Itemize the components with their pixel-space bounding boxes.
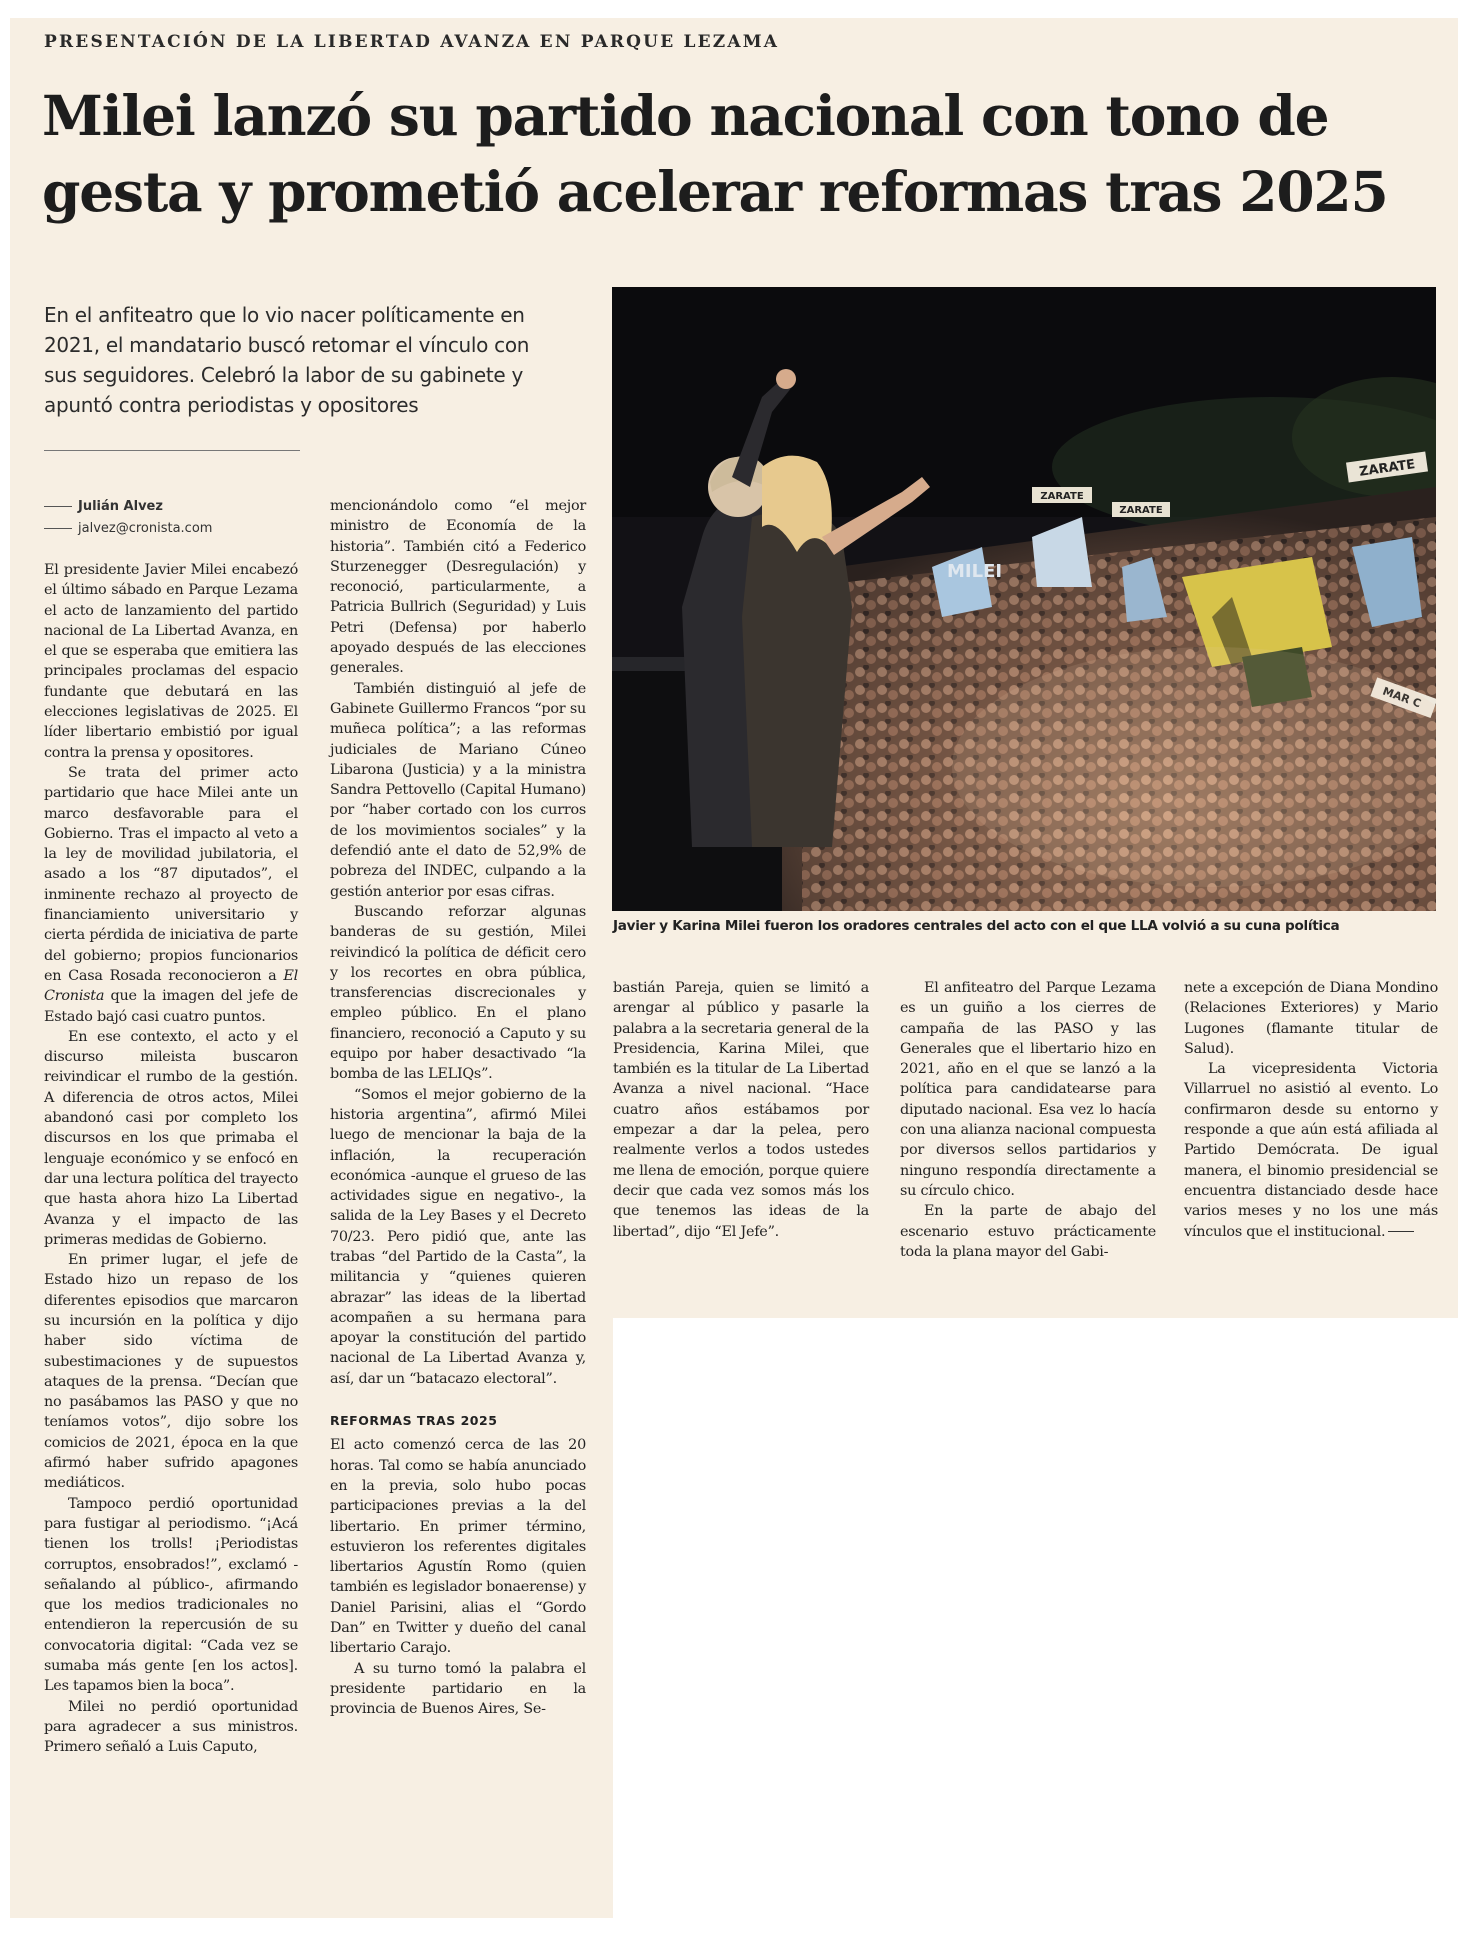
paragraph: En la parte de abajo del escenario estuvo prácticamente toda la plana mayor del Gabi-: [900, 1203, 1156, 1260]
lead-paragraph: [44, 300, 604, 420]
paragraph: A su turno tomó la palabra el presidente partidario en la provincia de Buenos Aires, Se-: [330, 1660, 586, 1718]
article-column-3: [613, 978, 869, 1242]
paragraph: El presidente Javier Milei encabezó el último sábado en Parque Lezama el acto de lanzamiento del partido nacional de La Libertad Avanza, en el que se esperaba que emitiera las principales proclamas del espacio fundante que debutará en las elecciones legislativas de 2025. El líder libertario embistió por igual contra la prensa y opositores.: [44, 562, 298, 761]
paragraph: En primer lugar, el jefe de Estado hizo un repaso de los diferentes episodios que marcaron su incursión en la política y dijo haber sido víctima de subestimaciones y de supuestos ataques de la prensa. “Decían que no pasábamos las PASO y que no teníamos votos”, dijo sobre los comicios de 2021, época en la que afirmó haber sufrido apagones mediáticos.: [44, 1252, 298, 1492]
paragraph: Buscando reforzar algunas banderas de su gestión, Milei reivindicó la política de déficit cero y los recortes en obra pública, transferencias discrecionales y empleo público. En el plano financiero, reconoció a Caputo y su equipo por haber desactivado “la bomba de las LELIQs”.: [330, 903, 586, 1083]
empty-page-area: [613, 1318, 1472, 1938]
article-column-1: [44, 560, 298, 1758]
subheading: REFORMAS TRAS 2025: [330, 1413, 498, 1429]
section-kicker: PRESENTACIÓN DE LA LIBERTAD AVANZA EN PARQUE LEZAMA: [44, 32, 780, 52]
article-end-mark: [1388, 1231, 1414, 1232]
byline-dash: [44, 528, 72, 529]
paragraph: El anfiteatro del Parque Lezama es un guiño a los cierres de campaña de las PASO y las Generales que el libertario hizo en 2021, año en el que se lanzó a la política para candidatearse para diputado nacional. Esa vez lo hacía con una alianza nacional compuesta por diversos sellos partidarios y ninguno respondía directamente a su círculo chico.: [900, 980, 1156, 1199]
paragraph: mencionándolo como “el mejor ministro de Economía de la historia”. También citó a Federico Sturzenegger (Desregulación) y reconoció, particularmente, a Patricia Bullrich (Seguridad) y Luis Petri (Defensa) por haberlo apoyado después de las elecciones generales.: [330, 498, 586, 677]
sign-text: MAR C: [1380, 684, 1423, 711]
lead-line-3: sus seguidores. Celebró la labor de su gabinete y: [44, 363, 524, 387]
paragraph: En ese contexto, el acto y el discurso mileista buscaron reivindicar el rumbo de la gestión. A diferencia de otros actos, Milei abandonó casi por completo los discursos en los que primaba el lenguaje económico y se enfocó en dar una lectura política del trayecto que hasta ahora hizo La Libertad Avanza y el impacto de las primeras medidas de Gobierno.: [44, 1028, 298, 1248]
photo-caption: Javier y Karina Milei fueron los oradores centrales del acto con el que LLA volvió a su cuna política: [613, 918, 1340, 934]
lead-line-2: 2021, el mandatario buscó retomar el vínculo con: [44, 333, 530, 357]
article-column-4: [900, 978, 1156, 1262]
sign-text: ZARATE: [1040, 491, 1084, 502]
rally-photo-illustration: [612, 287, 1436, 911]
paragraph: “Somos el mejor gobierno de la historia argentina”, afirmó Milei luego de mencionar la baja de la inflación, la recuperación económica -aunque el grueso de las actividades sigue en negativo-, la salida de la Ley Bases y el Decreto 70/23. Pero pidió que, ante las trabas “del Partido de la Casta”, la militancia y “quienes quieren abrazar” las ideas de la libertad acompañen a su hermana para apoyar la constitución del partido nacional de La Libertad Avanza y, así, dar un “batacazo electoral”.: [330, 1086, 586, 1387]
author-email[interactable]: jalvez@cronista.com: [78, 521, 213, 536]
paragraph: Tampoco perdió oportunidad para fustigar al periodismo. “¡Acá tienen los trolls! ¡Periodistas corruptos, ensobrados!”, exclamó -señalando al público-, afirmando que los medios tradicionales no entendieron la repercusión de su convocatoria digital: “Cada vez se sumaba más gente [en los actos]. Les tapamos bien la boca”.: [44, 1495, 298, 1695]
paragraph: Milei no perdió oportunidad para agradecer a sus ministros. Primero señaló a Luis Caputo,: [44, 1698, 298, 1756]
paragraph: El acto comenzó cerca de las 20 horas. Tal como se había anunciado en la previa, solo hubo pocas participaciones previas a la del libertario. En primer término, estuvieron los referentes digitales libertarios Agustín Romo (quien también es legislador bonaerense) y Daniel Parisini, alias el “Gordo Dan” en Twitter y dueño del canal libertario Carajo.: [330, 1437, 586, 1657]
news-photo: [612, 287, 1436, 911]
headline: [42, 78, 1442, 230]
paragraph: También distinguió al jefe de Gabinete Guillermo Francos “por su muñeca política”; a las reformas judiciales de Mariano Cúneo Libarona (Justicia) y a la ministra Sandra Pettovello (Capital Humano) por “haber cortado con los curros de los movimientos sociales” y la defendió ante el dato de 52,9% de pobreza del INDEC, culpando a la gestión anterior por esas cifras.: [330, 680, 586, 900]
article-column-2: [330, 496, 586, 1720]
paragraph: La vicepresidenta Victoria Villarruel no asistió al evento. Lo confirmaron desde su entorno y responde a que aún está afiliada al Partido Demócrata. De igual manera, el binomio presidencial se encuentra distanciado desde hace varios meses y no los une más vínculos que el institucional.: [1184, 1061, 1438, 1240]
sign-text: MILEI: [947, 561, 1003, 582]
lead-divider: [44, 450, 300, 451]
lead-line-1: En el anfiteatro que lo vio nacer políticamente en: [44, 303, 525, 327]
sign-text: ZARATE: [1358, 457, 1417, 480]
headline-line-2: gesta y prometió acelerar reformas tras 2025: [42, 159, 1388, 224]
byline: [44, 496, 212, 540]
sign-text: ZARATE: [1119, 505, 1163, 516]
article-column-5: [1184, 978, 1438, 1242]
byline-dash: [44, 506, 72, 507]
paragraph: nete a excepción de Diana Mondino (Relaciones Exteriores) y Mario Lugones (flamante titular de Salud).: [1184, 980, 1438, 1057]
author-name: Julián Alvez: [78, 499, 163, 514]
headline-line-1: Milei lanzó su partido nacional con tono de: [42, 83, 1329, 148]
paragraph: Se trata del primer acto partidario que hace Milei ante un marco desfavorable para el Gobierno. Tras el impacto al veto a la ley de movilidad jubilatoria, el asado a los “87 diputados”, el inminente rechazo al proyecto de financiamiento universitario y cierta pérdida de iniciativa de parte del gobierno; propios funcionarios en Casa Rosada reconocieron a El Cronista que la imagen del jefe de Estado bajó casi cuatro puntos.: [44, 764, 298, 1025]
publication-name: El Cronista: [44, 967, 298, 1005]
lead-line-4: apuntó contra periodistas y opositores: [44, 393, 419, 417]
paragraph: bastián Pareja, quien se limitó a arengar al público y pasarle la palabra a la secretaria general de la Presidencia, Karina Milei, que también es la titular de La Libertad Avanza a nivel nacional. “Hace cuatro años estábamos por empezar a dar la pelea, pero realmente verlos a todos ustedes me llena de emoción, porque quiere decir que cada vez somos más los que tenemos las ideas de la libertad”, dijo “El Jefe”.: [613, 980, 869, 1240]
